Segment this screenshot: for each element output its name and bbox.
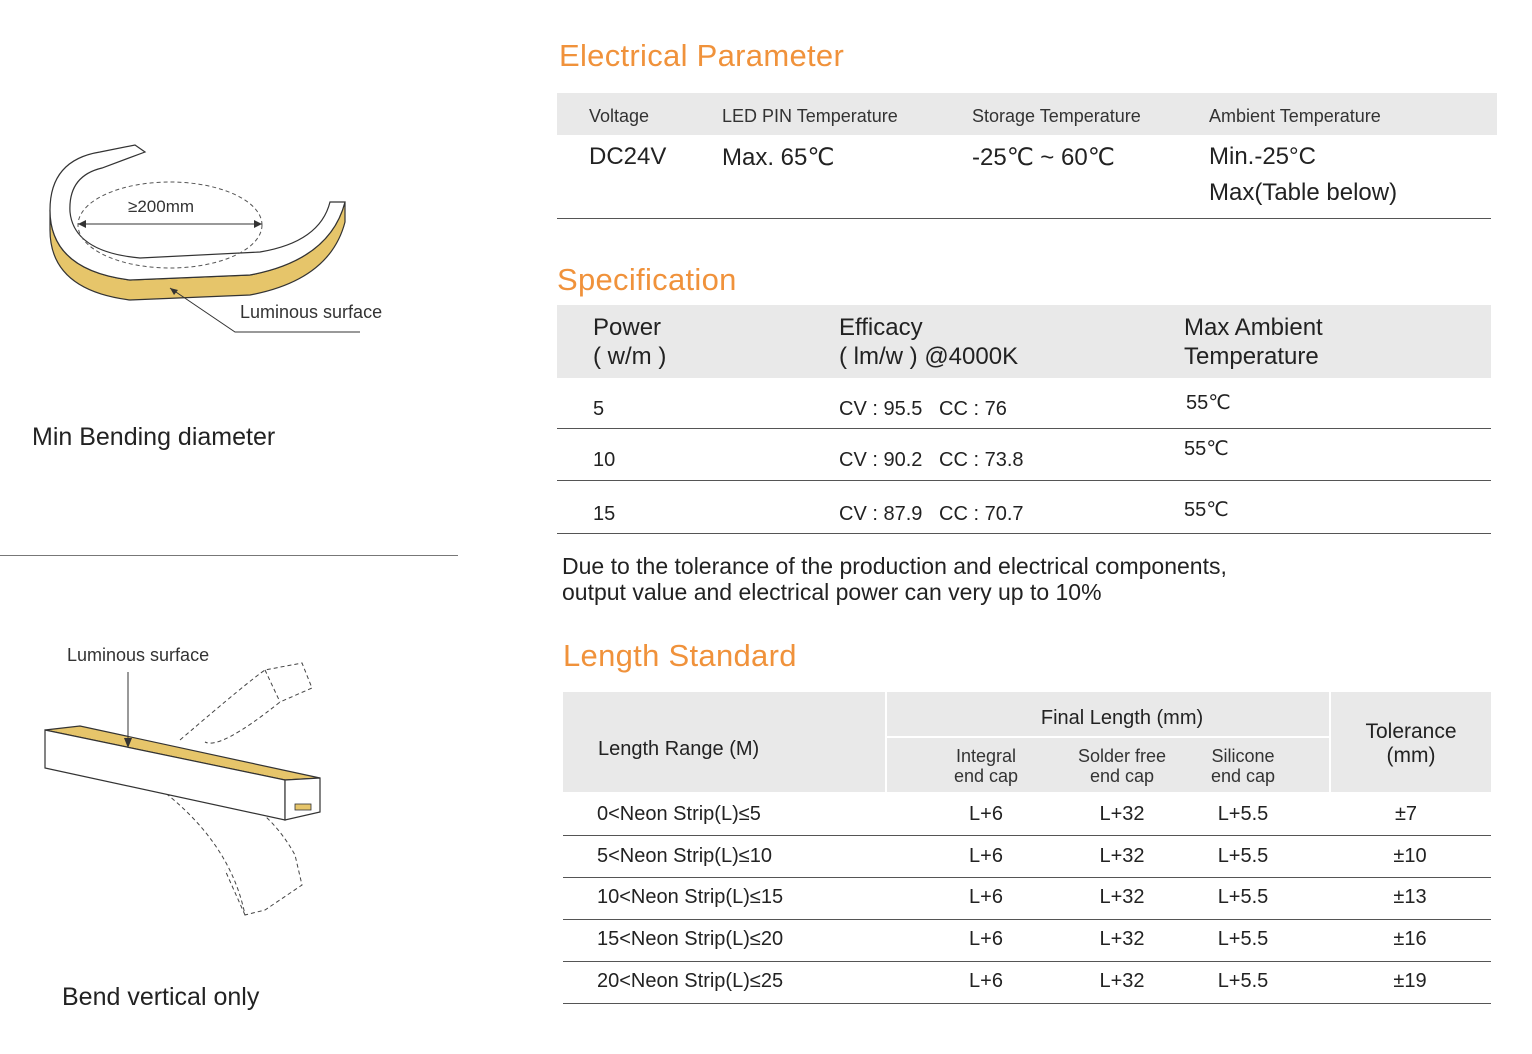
spec-row-1-power: 5 [593,398,605,420]
length-row-4-rule [563,961,1491,962]
bend-diameter-label: ≥200mm [128,197,195,216]
min-bending-caption: Min Bending diameter [32,423,276,451]
header-ambient-temp: Ambient Temperature [1209,106,1381,126]
length-header-range: Length Range (M) [598,738,760,760]
length-row-5-range: 20<Neon Strip(L)≤25 [597,970,784,992]
length-row-4-range: 15<Neon Strip(L)≤20 [597,928,784,950]
spec-header-max-ambient: Max Ambient Temperature [1184,314,1323,370]
length-row-3-tolerance: ±13 [1393,886,1427,908]
spec-row-3-power: 15 [593,503,616,525]
length-row-3-silicone: L+5.5 [1217,886,1269,908]
length-row-1-rule [563,835,1491,836]
length-row-2-rule [563,877,1491,878]
length-row-3-integral: L+6 [969,886,1003,908]
length-row-4-tolerance: ±16 [1393,928,1427,950]
length-row-2-silicone: L+5.5 [1217,845,1269,867]
header-voltage: Voltage [589,106,650,126]
spec-row-2-efficacy: CV : 90.2 CC : 73.8 [839,449,1024,471]
spec-note-line-2: output value and electrical power can very up to 10% [562,579,1102,605]
spec-row-1-rule [557,428,1491,429]
spec-row-2-rule [557,480,1491,481]
spec-row-3-efficacy: CV : 87.9 CC : 70.7 [839,503,1024,525]
bend-vertical-illustration [40,660,340,930]
value-ambient-min: Min.-25°C [1209,143,1316,170]
length-row-4-integral: L+6 [969,928,1003,950]
spec-header-bar [557,305,1491,378]
spec-row-1-efficacy: CV : 95.5 CC : 76 [839,398,1007,420]
length-row-1-integral: L+6 [969,803,1003,825]
spec-header-efficacy: Efficacy ( lm/w ) @4000K [839,314,1019,370]
value-voltage: DC24V [589,143,667,170]
length-row-2-integral: L+6 [969,845,1003,867]
left-divider [0,555,458,556]
value-storage-temp: -25℃ ~ 60℃ [972,144,1115,171]
specification-title: Specification [557,262,737,297]
length-row-2-tolerance: ±10 [1393,845,1427,867]
length-row-3-rule [563,919,1491,920]
length-row-5-rule [563,1003,1491,1004]
length-row-3-solder: L+32 [1099,886,1145,908]
length-header-solder: Solder free end cap [1077,746,1167,786]
length-header-integral: Integral end cap [953,746,1019,786]
header-led-pin-temp: LED PIN Temperature [722,106,898,126]
length-row-1-solder: L+32 [1099,803,1145,825]
length-row-5-tolerance: ±19 [1393,970,1427,992]
length-row-5-integral: L+6 [969,970,1003,992]
value-led-pin-temp: Max. 65℃ [722,144,835,171]
length-row-1-tolerance: ±7 [1394,803,1418,825]
length-header-silicone: Silicone end cap [1210,746,1276,786]
bend-vertical-caption: Bend vertical only [62,983,260,1011]
spec-row-3-rule [557,533,1491,534]
header-storage-temp: Storage Temperature [972,106,1141,126]
length-header-tolerance: Tolerance (mm) [1365,720,1457,767]
value-ambient-max: Max(Table below) [1209,179,1398,206]
spec-row-3-temp: 55℃ [1184,499,1229,521]
spec-row-2-power: 10 [593,449,616,471]
spec-row-2-temp: 55℃ [1184,438,1229,460]
length-row-5-solder: L+32 [1099,970,1145,992]
length-row-3-range: 10<Neon Strip(L)≤15 [597,886,784,908]
length-row-1-range: 0<Neon Strip(L)≤5 [597,803,761,825]
length-row-2-solder: L+32 [1099,845,1145,867]
length-header-final: Final Length (mm) [1040,707,1204,729]
luminous-surface-label: Luminous surface [240,302,383,322]
spec-row-1-temp: 55℃ [1186,392,1231,414]
spec-note-line-1: Due to the tolerance of the production and electrical components, [562,553,1227,579]
length-standard-title: Length Standard [563,638,797,673]
length-row-4-silicone: L+5.5 [1217,928,1269,950]
length-row-2-range: 5<Neon Strip(L)≤10 [597,845,772,867]
length-row-5-silicone: L+5.5 [1217,970,1269,992]
electrical-bottom-rule [557,218,1491,219]
length-row-1-silicone: L+5.5 [1217,803,1269,825]
electrical-parameter-title: Electrical Parameter [559,38,845,73]
spec-header-power: Power ( w/m ) [593,314,667,370]
luminous-surface-label-2: Luminous surface [67,645,210,665]
length-row-4-solder: L+32 [1099,928,1145,950]
